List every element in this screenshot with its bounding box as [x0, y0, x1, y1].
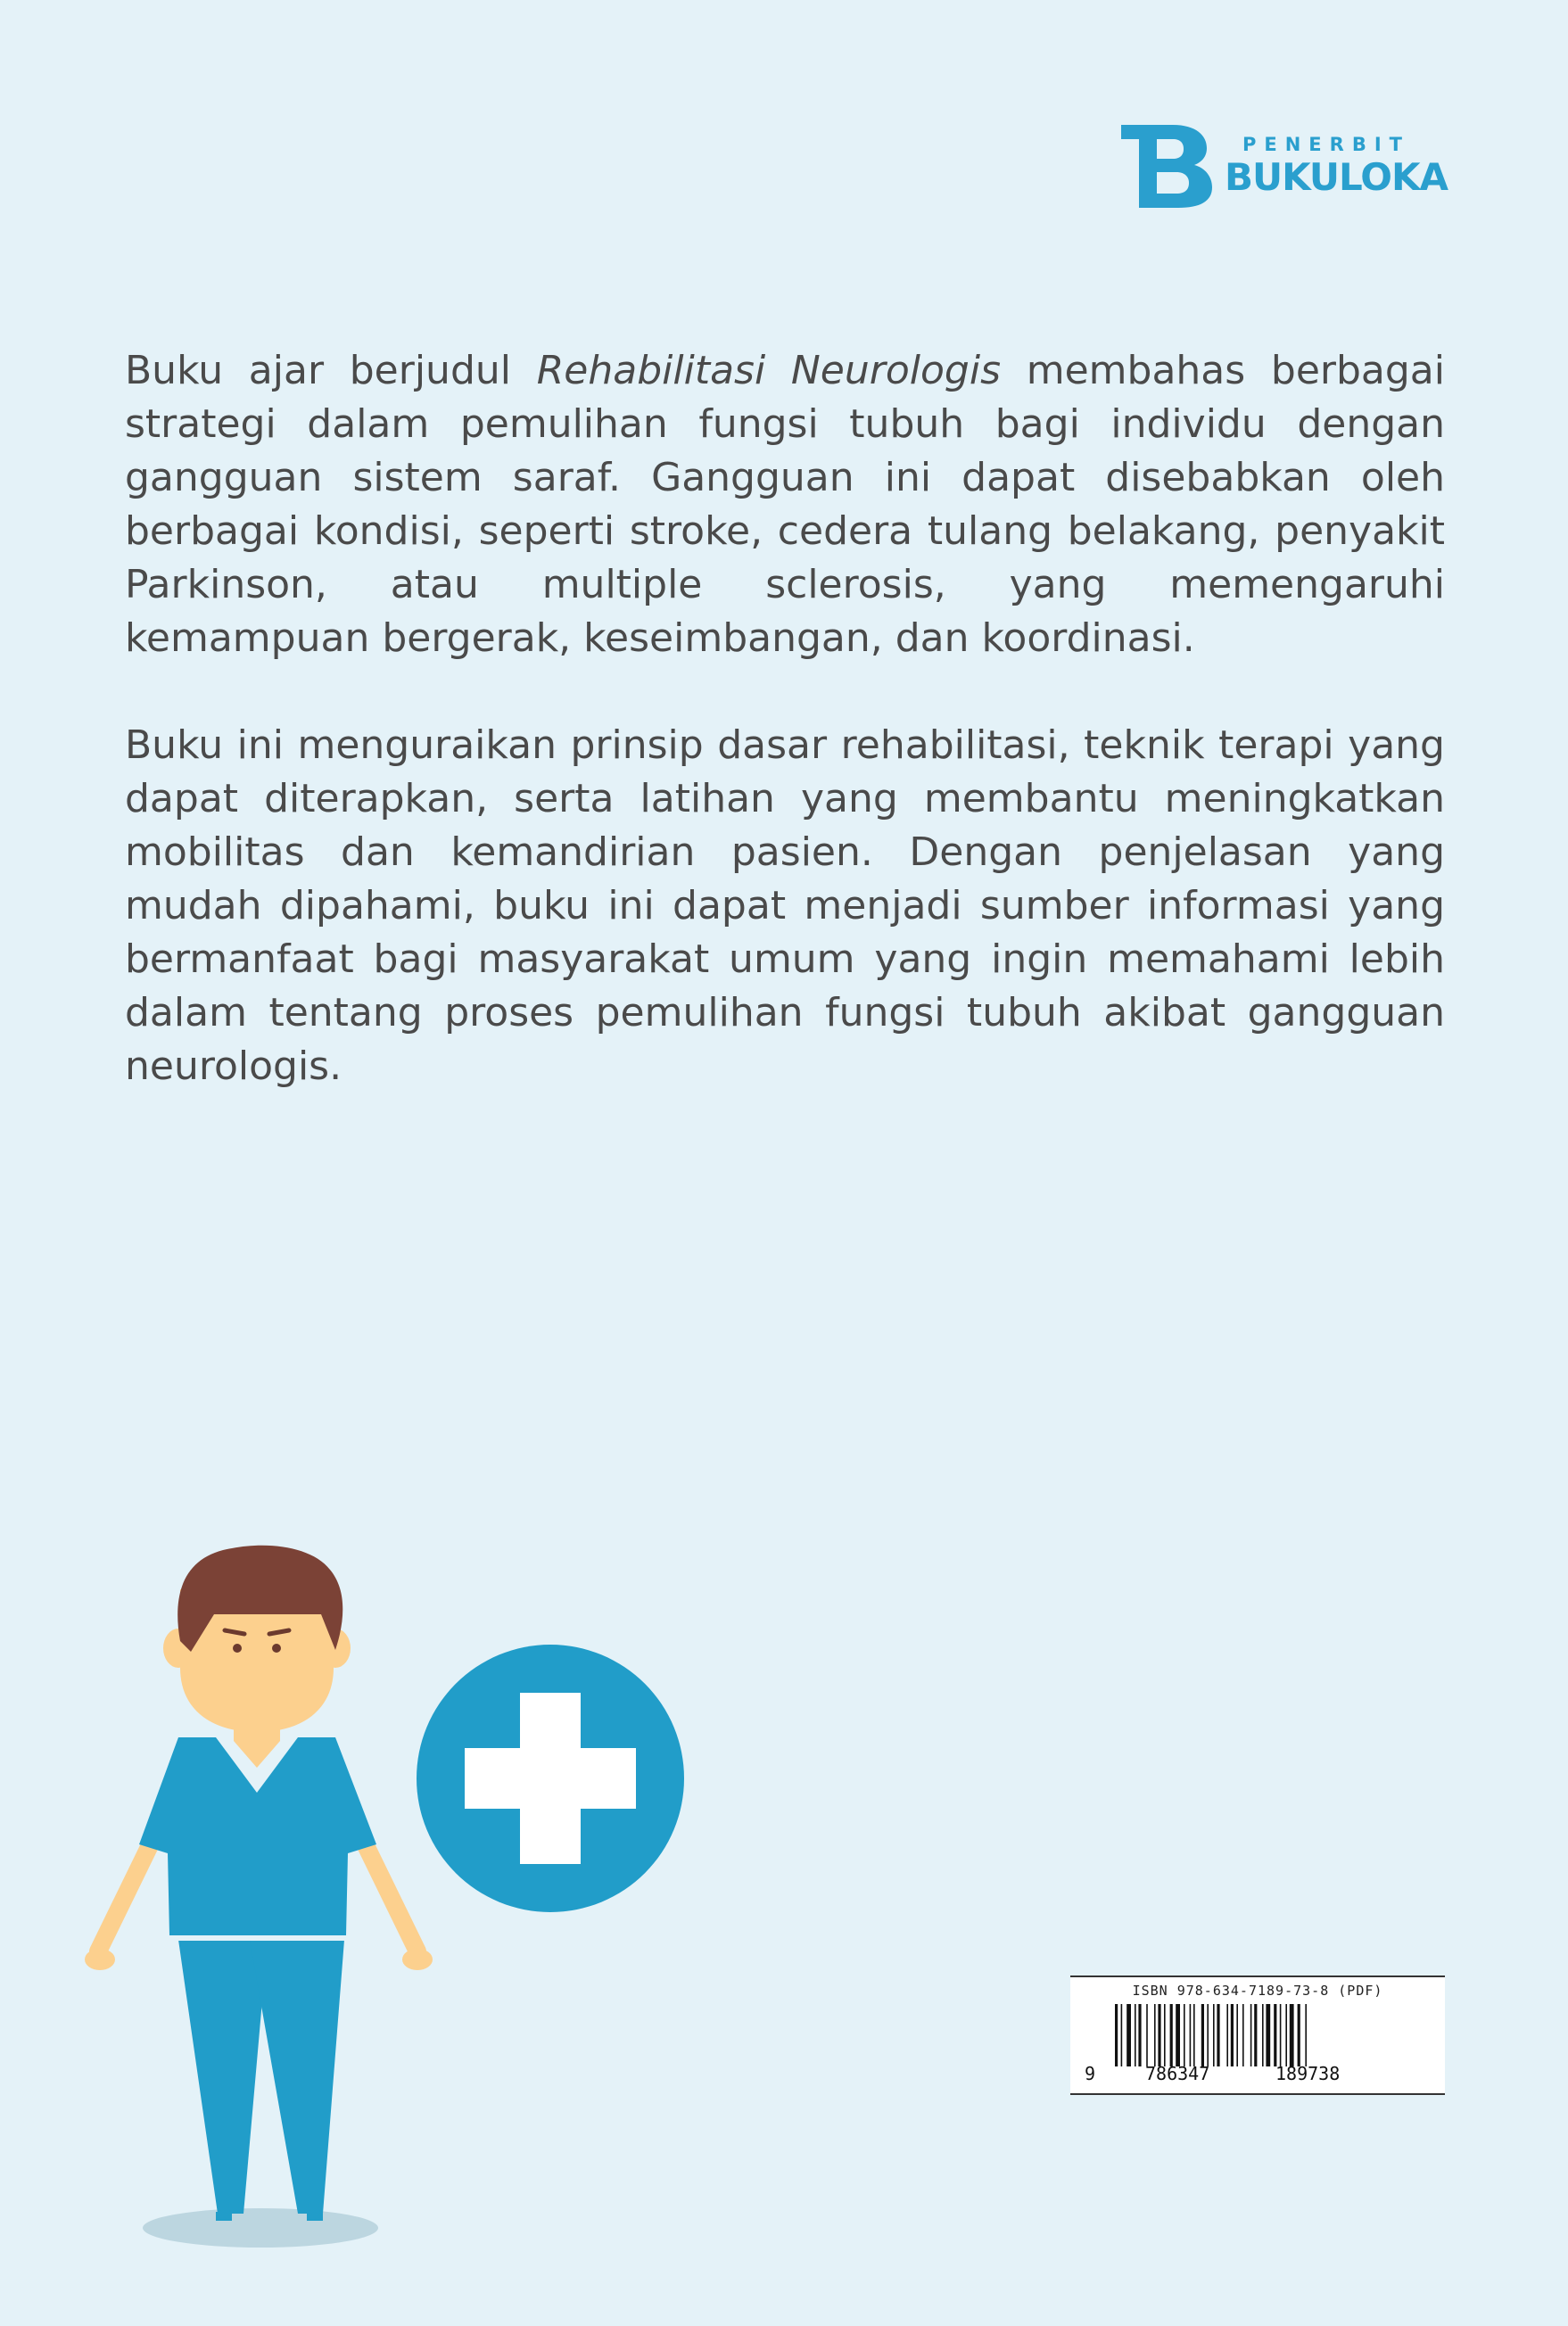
blurb-p1-rest: membahas berbagai strategi dalam pemulihan fungsi tubuh bagi individu dengan gangguan sistem saraf. Gangguan ini dapat disebabkan oleh berbagai kondisi, seperti stroke, cedera tulang belakang, penyakit Parkinson, atau multiple sclerosis, yang memengaruhi kemampuan bergerak, keseimbangan, dan koordinasi. [125, 348, 1445, 661]
barcode-bars [1115, 2004, 1400, 2066]
barcode-digits-right: 189738 [1275, 2063, 1341, 2084]
barcode-digits-left: 786347 [1145, 2063, 1210, 2084]
doctor-illustration [80, 1534, 705, 2265]
back-cover-blurb [125, 344, 1445, 1147]
blurb-intro: Buku ajar berjudul [125, 348, 511, 393]
blurb-paragraph-1 [125, 344, 1445, 665]
book-title: Rehabilitasi Neurologis [536, 348, 1001, 393]
publisher-logo [1119, 123, 1449, 208]
isbn-number: ISBN 978-634-7189-73-8 (PDF) [1132, 1983, 1383, 1999]
blurb-paragraph-2: Buku ini menguraikan prinsip dasar rehabilitasi, teknik terapi yang dapat diterapkan, serta latihan yang membantu meningkatkan mobilitas dan kemandirian pasien. Dengan penjelasan yang mudah dipahami, buku ini dapat menjadi sumber informasi yang bermanfaat bagi masyarakat umum yang ingin memahami lebih dalam tentang proses pemulihan fungsi tubuh akibat gangguan neurologis. [125, 722, 1445, 1089]
publisher-name: BUKULOKA [1225, 155, 1448, 199]
medical-cross-icon [417, 1645, 684, 1912]
ground-shadow [143, 2208, 378, 2248]
publisher-label: PENERBIT [1242, 134, 1410, 155]
isbn-barcode [1070, 1975, 1445, 2095]
logo-b-icon [1119, 123, 1217, 208]
barcode-digit-first: 9 [1085, 2063, 1096, 2084]
